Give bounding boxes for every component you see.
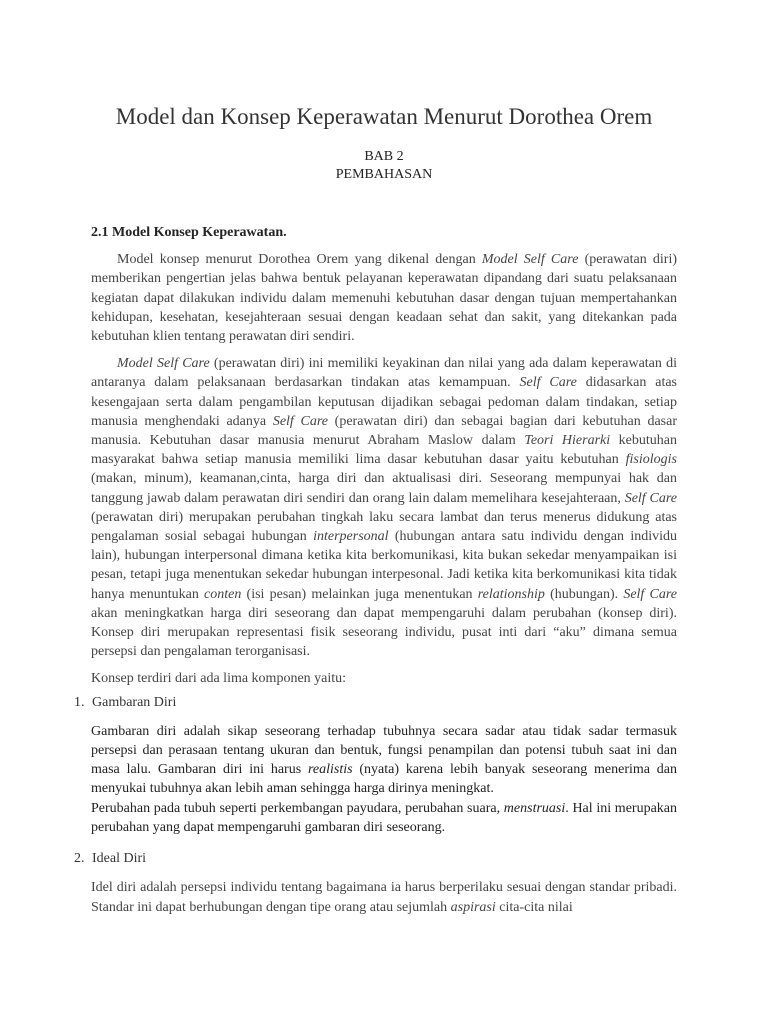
italic-term: fisiologis [625, 452, 677, 468]
text-run: (perawatan diri) memberikan pengertian jelas bahwa bentuk pelayanan keperawatan dipandang dari suatu pelaksanaan kegiatan dapat dilakukan individu dalam memenuhi kebutuhan dasar dengan tujuan mempertahankan kehidupan, kesehatan, kesejahteraan sesuai dengan keadaan sehat dan sakit, yang ditekankan pada kebutuhan klien tentang perawatan diri sendiri. [91, 252, 677, 345]
italic-term: conten [204, 586, 242, 602]
text-run: (perawatan diri) merupakan perubahan tingkah laku secara lambat dan terus menerus didukung atas pengalaman sosial sebagai hubungan [91, 509, 677, 545]
text-run: Gambaran diri adalah sikap seseorang terhadap tubuhnya secara sadar atau tidak sadar termasuk persepsi dan perasaan tentang ukuran dan bentuk, fungsi penampilan dan potensi tubuh saat ini dan masa lalu. Gambaran diri ini harus [91, 723, 677, 778]
gambaran-diri-text-a [91, 722, 677, 799]
list-item-ideal-diri [74, 849, 677, 868]
italic-term: realistis [307, 762, 353, 778]
paragraph-2 [91, 354, 677, 661]
list-label: Ideal Diri [92, 851, 147, 867]
paragraph-components-intro: Konsep terdiri dari ada lima komponen yaitu: [91, 671, 347, 687]
italic-term: interpersonal [313, 529, 389, 545]
section-heading: 2.1 Model Konsep Keperawatan. [91, 225, 287, 240]
document-title: Model dan Konsep Keperawatan Menurut Dorothea Orem [115, 104, 653, 129]
italic-term: relationship [477, 586, 545, 602]
text-run: (hubungan antara satu individu dengan individu lain), hubungan interpersonal dimana ketika kita berkomunikasi, kita bukan sekedar menyampaikan isi pesan, tetapi juga menentukan sekedar hubungan interpesonal. Jadi ketika kita berkomunikasi kita tidak hanya menuntukan [91, 529, 677, 602]
italic-term: aspirasi [450, 899, 496, 915]
text-run: (hubungan). [544, 586, 624, 602]
italic-term: Teori Hierarki [524, 433, 611, 449]
gambaran-diri-description [91, 722, 677, 837]
list-number: 2. [74, 851, 85, 867]
ideal-diri-description [91, 878, 677, 916]
text-run: didasarkan atas kesengajaan serta dalam pengambilan keputusan dijadikan sebagai pedoman dalam tindakan, setiap manusia menghendaki adanya [91, 375, 677, 429]
list-label: Gambaran Diri [92, 694, 177, 710]
paragraph-1 [91, 250, 677, 346]
text-run: cita-cita nilai [495, 899, 573, 915]
chapter-heading [0, 148, 768, 184]
text-run: (isi pesan) melainkan juga menentukan [241, 586, 478, 602]
italic-term: Model Self Care [117, 356, 210, 372]
text-run: . Hal ini merupakan perubahan yang dapat mempengaruhi gambaran diri seseorang. [91, 800, 678, 835]
italic-term: Self Care [272, 413, 328, 429]
text-run: (nyata) karena lebih banyak seseorang menerima dan menyukai tubuhnya akan lebih aman sehingga harga dirinya meningkat. [91, 762, 677, 797]
text-run: Model konsep menurut Dorothea Orem yang dikenal dengan [117, 252, 482, 268]
gambaran-diri-text-b [91, 799, 677, 837]
list-item-gambaran-diri [74, 693, 677, 712]
text-run: (makan, minum), keamanan,cinta, harga diri dan aktualisasi diri. Seseorang mempunyai hak dan tanggung jawab dalam perawatan diri sendiri dan orang lain dalam memelihara kesejahteraan, [91, 471, 677, 506]
text-run: Idel diri adalah persepsi individu tentang bagaimana ia harus berperilaku sesuai dengan standar pribadi. Standar ini dapat berhubungan dengan tipe orang atau sejumlah [91, 880, 677, 915]
italic-term: Model Self Care [481, 252, 579, 268]
chapter-title: PEMBAHASAN [335, 167, 433, 182]
text-run: kebutuhan masyarakat bahwa setiap manusia memiliki lima dasar kebutuhan dasar yaitu kebutuhan [91, 433, 677, 468]
document-body [74, 223, 678, 927]
italic-term: Self Care [623, 586, 677, 602]
text-run: Perubahan pada tubuh seperti perkembangan payudara, perubahan suara, [91, 800, 504, 816]
list-number: 1. [74, 694, 85, 710]
italic-term: menstruasi [503, 800, 566, 816]
chapter-number: BAB 2 [364, 149, 404, 164]
italic-term: Self Care [624, 490, 677, 506]
text-run: akan meningkatkan harga diri seseorang dan dapat mempengaruhi dalam perubahan (konsep diri). Konsep diri merupakan representasi fisik seseorang individu, pusat inti dari “aku” dimana semua persepsi dan pengalaman terorganisasi. [91, 605, 677, 660]
italic-term: Self Care [519, 375, 577, 391]
text-run: (perawatan diri) dan sebagai bagian dari kebutuhan dasar manusia. Kebutuhan dasar manusia menurut Abraham Maslow dalam [91, 413, 677, 449]
text-run: (perawatan diri) ini memiliki keyakinan dan nilai yang ada dalam keperawatan di antaranya dalam pelaksanaan berdasarkan tindakan atas kemampuan. [91, 356, 677, 391]
